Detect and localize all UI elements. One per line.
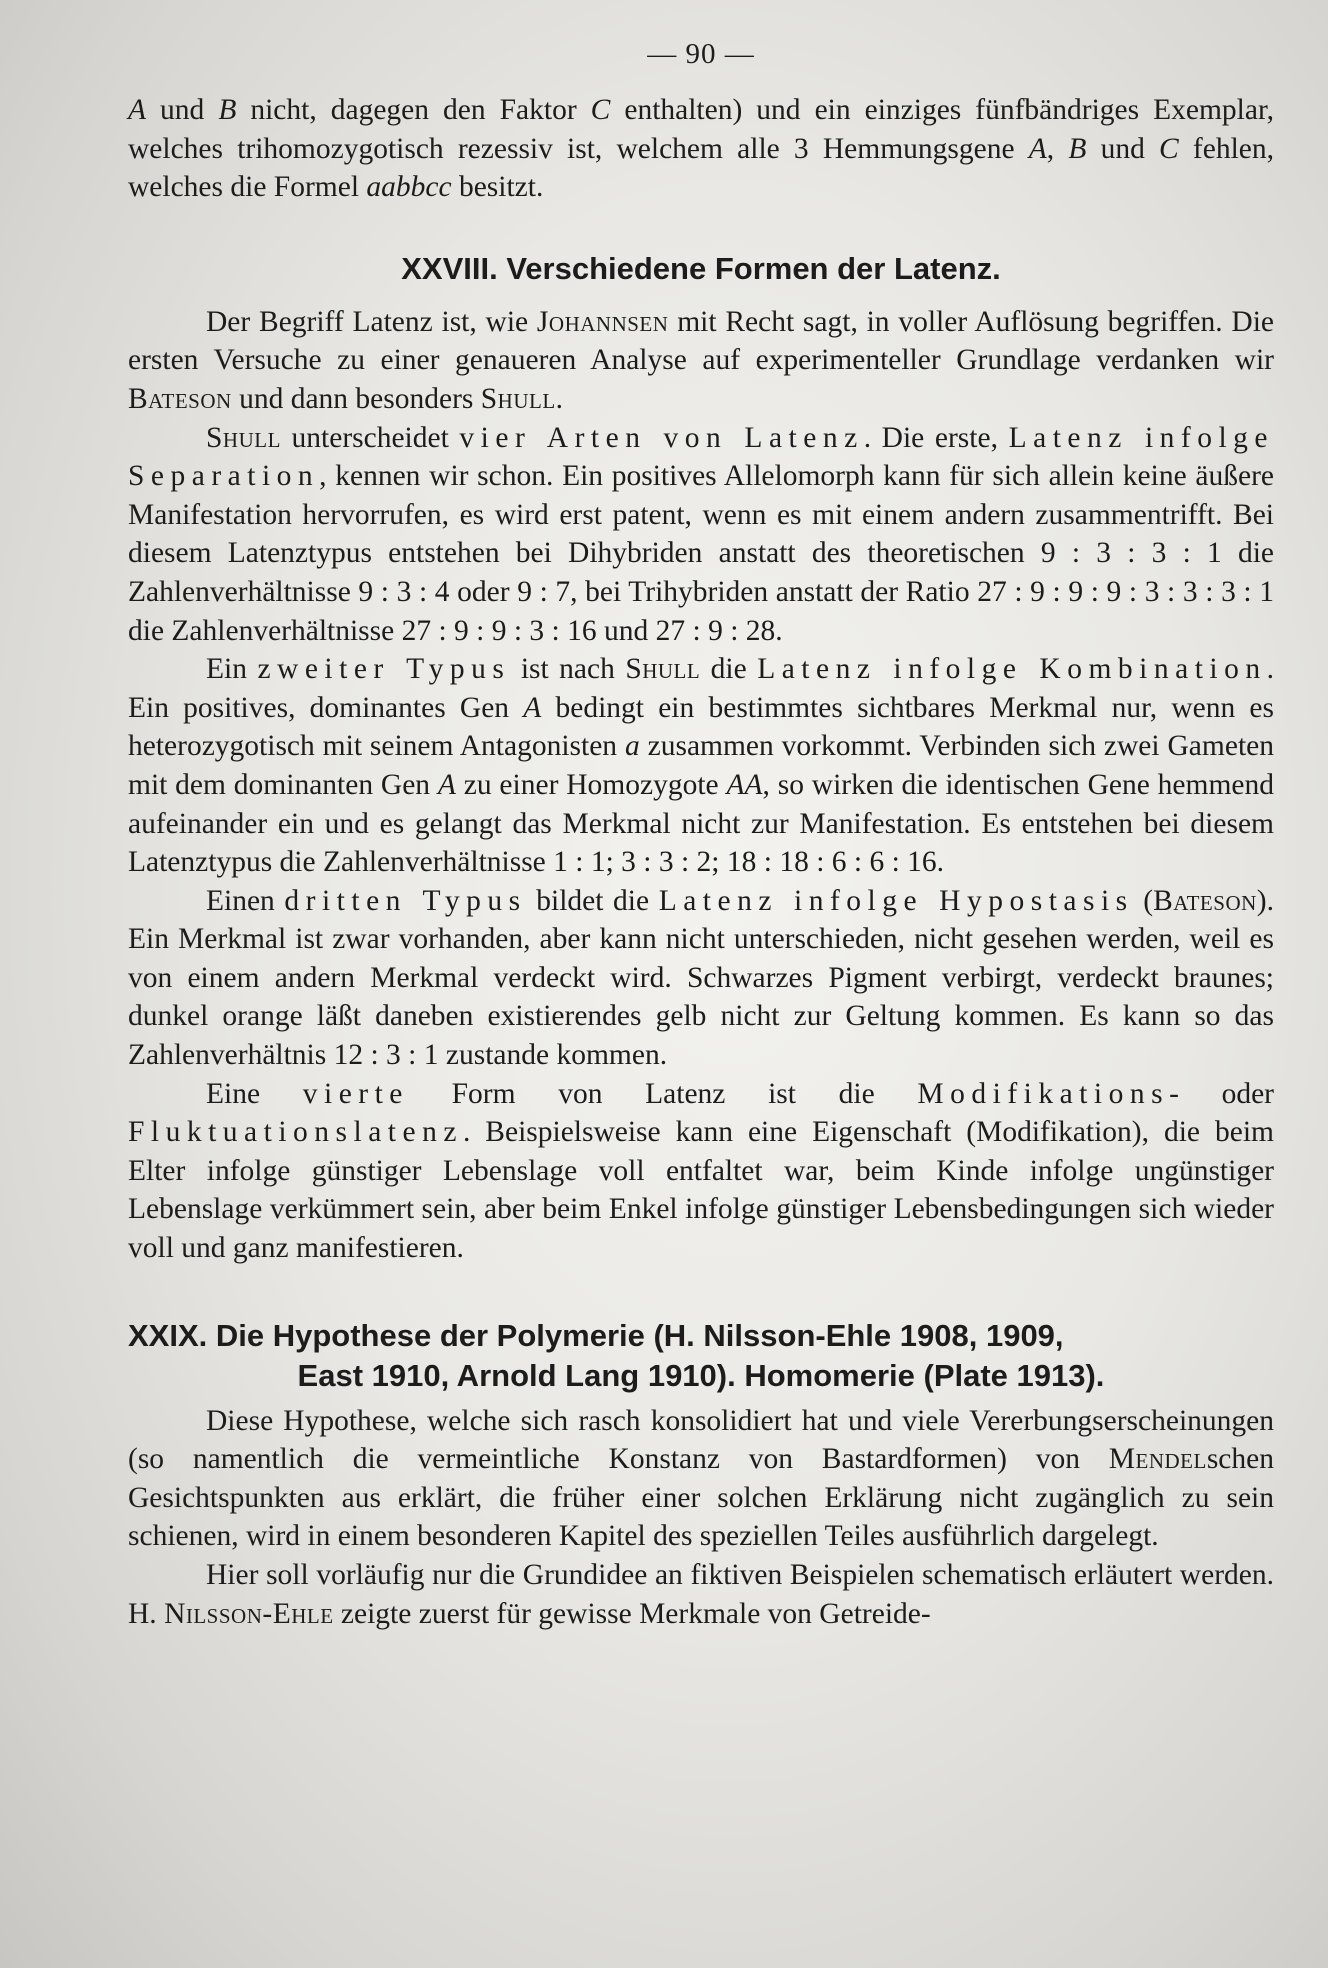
italic-term: C: [1159, 132, 1179, 165]
italic-term: B: [218, 94, 237, 126]
italic-term: a: [624, 730, 640, 763]
spaced-emphasis: Latenz infolge Kombination: [757, 653, 1267, 686]
paragraph: Der Begriff Latenz ist, wie Johannsen mit Recht sagt, in voller Auflösung begriffen. Die ersten Versuche zu einer genaueren Analyse auf experimenteller Grundlage verdanken wir Bateson und dann besonders Shull.: [128, 305, 1274, 415]
section-polymerie-body: [128, 1402, 1274, 1634]
page-number: — 90 —: [647, 38, 755, 70]
author-name: Shull: [206, 421, 281, 454]
paragraph: Einen dritten Typus bildet die Latenz infolge Hypostasis (Bateson). Ein Merkmal ist zwar vorhanden, aber kann nicht unterschieden, nicht gesehen werden, weil es von einem andern Merkmal verdeckt wird. Schwarzes Pigment verbirgt, verdeckt braunes; dunkel orange läßt daneben existierendes gelb nicht zur Geltung kommen. Es kann so das Zahlenverhältnis 12 : 3 : 1 zustande kommen.: [128, 884, 1274, 1072]
paragraph: Diese Hypothese, welche sich rasch konsolidiert hat und viele Vererbungserscheinungen (so namentlich die vermeintliche Konstanz von Bastardformen) von Mendelschen Gesichtspunkten aus erklärt, die früher einer solchen Erklärung nicht zugänglich zu sein schienen, wird in einem besonderen Kapitel des speziellen Teiles ausführlich dargelegt.: [128, 1404, 1274, 1553]
heading-line: XXIX. Die Hypothese der Polymerie (H. Nilsson-Ehle 1908, 1909,: [128, 1317, 1064, 1353]
section-heading-polymerie: [128, 1316, 1274, 1396]
author-name: Nilsson-Ehle: [164, 1597, 334, 1630]
italic-term: A: [437, 768, 456, 801]
spaced-emphasis: Modifikations: [917, 1077, 1170, 1110]
paragraph: Shull unterscheidet vier Arten von Latenz. Die erste, Latenz infolge Separation, kennen wir schon. Ein positives Allelomorph kann für sich allein keine äußere Manifestation hervorrufen, es wird erst patent, wenn es mit einem andern zusammentrifft. Bei diesem Latenztypus entstehen bei Dihybriden anstatt des theoretischen 9 : 3 : 3 : 1 die Zahlenverhältnisse 9 : 3 : 4 oder 9 : 7, bei Trihybriden anstatt der Ratio 27 : 9 : 9 : 9 : 3 : 3 : 3 : 1 die Zahlenverhältnisse 27 : 9 : 9 : 3 : 16 und 27 : 9 : 28.: [128, 421, 1275, 647]
author-name: Shull: [480, 382, 556, 415]
spaced-emphasis: Latenz infolge Separation: [128, 421, 1275, 493]
document-page: [128, 30, 1274, 1930]
section-heading-latenz: XXVIII. Verschiedene Formen der Latenz.: [401, 250, 1001, 286]
paragraph: Eine vierte Form von Latenz ist die Modifikations- oder Fluktuationslatenz. Beispielsweise kann eine Eigenschaft (Modifikation), die beim Elter infolge günstiger Lebenslage voll entfaltet war, beim Kinde infolge ungünstiger Lebenslage verkümmert sein, aber beim Enkel infolge günstiger Lebensbedingungen sich wieder voll und ganz manifestieren.: [128, 1077, 1274, 1265]
spaced-emphasis: vier Arten von Latenz: [459, 421, 864, 454]
italic-term: aabbcc: [366, 171, 452, 204]
spaced-emphasis: vierte: [302, 1077, 409, 1110]
spaced-emphasis: Latenz infolge Hypostasis: [658, 884, 1134, 917]
spaced-emphasis: dritten Typus: [284, 884, 527, 917]
intro-paragraph: A und B nicht, dagegen den Faktor C enthalten) und ein einziges fünfbändriges Exemplar, welches trihomozygotisch rezessiv ist, welchem alle 3 Hemmungsgene A, B und C fehlen, welches die Formel aabbcc besitzt.: [128, 94, 1275, 204]
italic-term: C: [590, 94, 611, 126]
author-name: Mendel: [1108, 1443, 1207, 1476]
italic-term: A: [128, 94, 147, 126]
author-name: Johannsen: [536, 305, 669, 338]
italic-term: A: [1028, 132, 1047, 165]
section-latenz-body: [128, 303, 1274, 1268]
paragraph: Hier soll vorläufig nur die Grundidee an fiktiven Beispielen schematisch erläutert werden. H. Nilsson-Ehle zeigte zuerst für gewisse Merkmale von Getreide-: [128, 1559, 1274, 1630]
author-name: Bateson: [128, 382, 232, 415]
intro-block: [128, 91, 1274, 207]
author-name: Shull: [625, 653, 701, 686]
author-name: Bateson: [1153, 884, 1257, 917]
spaced-emphasis: Fluktuationslatenz: [128, 1116, 463, 1149]
paragraph: Ein zweiter Typus ist nach Shull die Latenz infolge Kombination. Ein positives, dominantes Gen A bedingt ein bestimmtes sichtbares Merkmal nur, wenn es heterozygotisch mit seinem Antagonisten a zusammen vorkommt. Verbinden sich zwei Gameten mit dem dominanten Gen A zu einer Homozygote AA, so wirken die identischen Gene hemmend aufeinander ein und es gelangt das Merkmal nicht zur Manifestation. Es entstehen bei diesem Latenztypus die Zahlenverhältnisse 1 : 1; 3 : 3 : 2; 18 : 18 : 6 : 6 : 16.: [128, 653, 1275, 879]
italic-term: AA: [726, 768, 763, 801]
italic-term: A: [523, 691, 542, 724]
heading-line: East 1910, Arnold Lang 1910). Homomerie (Plate 1913).: [297, 1357, 1105, 1393]
spaced-emphasis: zweiter Typus: [257, 653, 511, 686]
italic-term: B: [1068, 132, 1087, 165]
